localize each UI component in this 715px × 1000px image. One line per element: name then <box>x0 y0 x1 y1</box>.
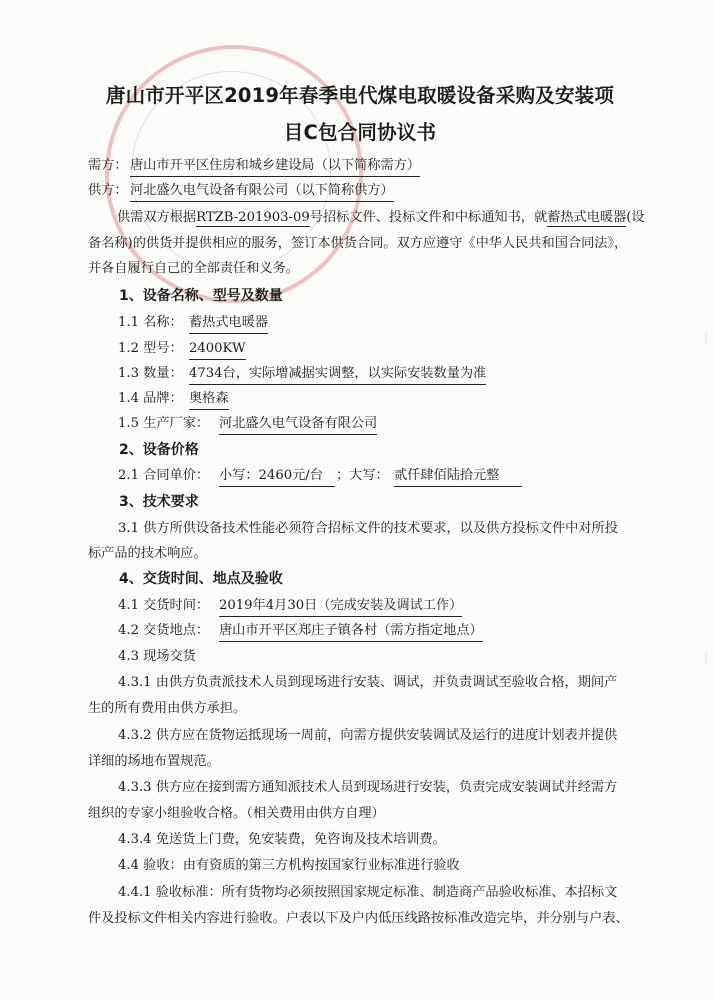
spec-name-value: 蓄热式电暖器 <box>189 314 268 334</box>
spec-maker-value: 河北盛久电气设备有限公司 <box>219 415 377 435</box>
acceptance-row: 4.4 验收：由有资质的第三方机构按国家行业标准进行验收 <box>118 858 460 873</box>
spec-qty-value: 4734台，实际增减据实调整，以实际安装数量为准 <box>189 365 486 385</box>
section2-heading: 2、设备价格 <box>119 442 199 458</box>
section1-heading: 1、设备名称、型号及数量 <box>119 288 283 304</box>
clause-433-line2: 组织的专家小组验收合格。（相关费用由供方自理） <box>88 806 385 821</box>
clause-434: 4.3.4 免送货上门费，免安装费，免咨询及技术培训费。 <box>118 832 446 847</box>
buyer-label: 需方： <box>88 158 128 173</box>
intro-line2: 备名称)的供货并提供相应的服务，签订本供货合同。双方应遵守《中华人民共和国合同法》， <box>88 236 628 251</box>
document-title-line1: 唐山市开平区2019年春季电代煤电取暖设备采购及安装项 <box>105 84 615 107</box>
section4-heading: 4、交货时间、地点及验收 <box>119 571 283 587</box>
document-title-line2: 目C包合同协议书 <box>283 121 437 144</box>
edge-seal-fragment: ｜ <box>701 334 711 345</box>
intro-text-c: (设 <box>626 210 645 225</box>
seller-label: 供方： <box>88 183 128 198</box>
section3-heading: 3、技术要求 <box>119 494 199 510</box>
clause-432-line1: 4.3.2 供方应在货物运抵现场一周前，向需方提供安装调试及运行的进度计划表并提供 <box>118 728 618 743</box>
spec-model-value: 2400KW <box>189 340 246 360</box>
intro-line3: 并各自履行自己的全部责任和义务。 <box>88 261 299 276</box>
clause-441-line2: 件及投标文件相关内容进行验收。户表以下及户内低压线路按标准改造完毕，并分别与户表、 <box>88 911 629 926</box>
clause-431-line2: 生的所有费用由供方承担。 <box>88 701 247 716</box>
tech-req-line2: 标产品的技术响应。 <box>88 546 207 561</box>
delivery-time-value: 2019年4月30日（完成安装及调试工作） <box>219 597 462 617</box>
buyer-value: 唐山市开平区住房和城乡建设局（以下简称需方） <box>130 157 420 177</box>
price-small: 小写：2460元/台 <box>219 467 335 487</box>
edge-seal-fragment: ｜ <box>701 654 711 665</box>
contract-page: 唐山市开平区2019年春季电代煤电取暖设备采购及安装项 目C包合同协议书 需方： 唐山市开平区住房和城乡建设局（以下简称需方） 供方： 河北盛久电气设备有限公司（以下简称供方） 供需双方根据RTZB-201903-09号招标文件、投标文件和中标通知书，就蓄热式电暖器(设 备名称)的供货并提供相应的服务，签订本供货合同。双方应遵守《中华人民共和国合同法》， 并各自履行自己的全部责任和义务。 1、设备名称、型号及数量 1.1 名称： 蓄热式电暖器 1.2 型号： 2400KW 1.3 数量： 4734台，实际增减据实调整，以实际安装数量为准 1.4 品牌： 奥格森 1.5 生产厂家： 河北盛久电气设备有限公司 2、设备价格 2.1 合同单价： 小写：2460元/台 ；大写： 贰仟肆佰陆拾元整 3、技术要求 3.1 供方所供设备技术性能必须符合招标文件的技术要求，以及供方投标文件中对所投 标产品的技术响应。 4、交货时间、地点及验收 4.1 交货时间： 2019年4月30日（完成安装及调试工作） 4.2 交货地点： 唐山市开平区郑庄子镇各村（需方指定地点） 4.3 现场交货 4.3.1 由供方负责派技术人员到现场进行安装、调试，并负责调试至验收合格，期间产 生的所有费用由供方承担。 4.3.2 供方应在货物运抵现场一周前，向需方提供安装调试及运行的进度计划表并提供 详细的场地布置规范。 4.3.3 供方应在接到需方通知派技术人员到现场进行安装，负责完成安装调试并经需方 组织的专家小组验收合格。（相关费用由供方自理） 4.3.4 免送货上门费，免安装费，免咨询及技术培训费。 4.4 验收：由有资质的第三方机构按国家行业标准进行验收 4.4.1 验收标准：所有货物均必须按照国家规定标准、制造商产品验收标准、本招标文 件及投标文件相关内容进行验收。户表以下及户内低压线路按标准改造完毕，并分别与户表、 ｜ ｜ <box>0 0 715 1000</box>
spec-brand-value: 奥格森 <box>189 390 229 410</box>
clause-441-line1: 4.4.1 验收标准：所有货物均必须按照国家规定标准、制造商产品验收标准、本招标文 <box>118 885 618 900</box>
intro-text-a: 供需双方根据 <box>117 210 197 225</box>
clause-433-line1: 4.3.3 供方应在接到需方通知派技术人员到现场进行安装，负责完成安装调试并经需方 <box>118 780 618 795</box>
seller-value: 河北盛久电气设备有限公司（以下简称供方） <box>130 182 394 202</box>
tender-code: RTZB-201903-09 <box>196 210 310 225</box>
onsite-delivery: 4.3 现场交货 <box>118 649 196 664</box>
equipment-name-inline: 蓄热式电暖器 <box>547 210 627 225</box>
tech-req-line1: 3.1 供方所供设备技术性能必须符合招标文件的技术要求，以及供方投标文件中对所投 <box>118 521 618 536</box>
delivery-place-value: 唐山市开平区郑庄子镇各村（需方指定地点） <box>219 622 483 642</box>
clause-431-line1: 4.3.1 由供方负责派技术人员到现场进行安装、调试，并负责调试至验收合格，期间产 <box>118 675 618 690</box>
clause-432-line2: 详细的场地布置规范。 <box>88 754 220 769</box>
price-big: 贰仟肆佰陆拾元整 <box>394 467 522 487</box>
intro-text-b: 号招标文件、投标文件和中标通知书，就 <box>309 210 548 225</box>
